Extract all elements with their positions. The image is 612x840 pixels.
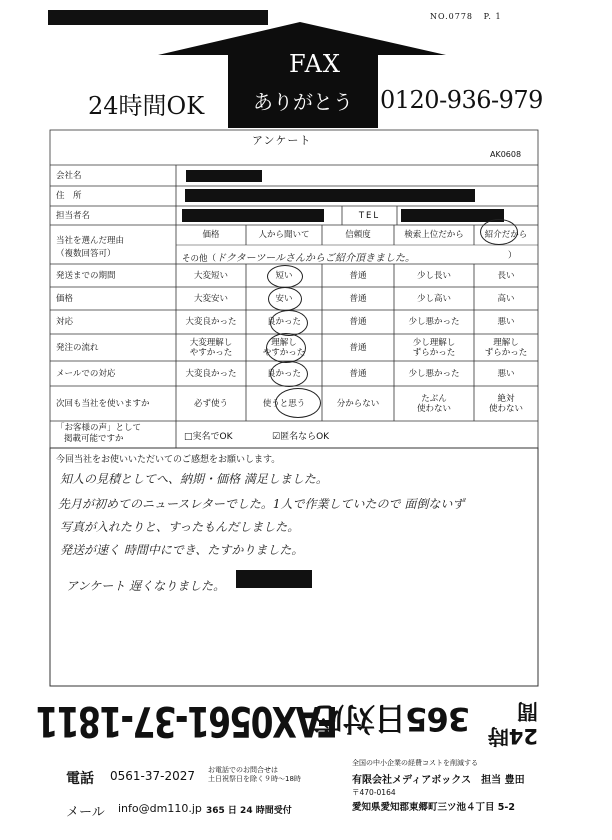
company-label: 会社名 <box>56 170 82 181</box>
reason-label-block <box>56 235 124 261</box>
arigatou-label: ありがとう <box>253 90 353 114</box>
rating-cell: 必ず使う <box>193 398 228 409</box>
reason-circle-mark <box>480 219 518 245</box>
reason-option-price: 価格 <box>202 230 220 240</box>
rating-cell: 理解し ずらかった <box>484 337 528 358</box>
voice-label-block <box>56 423 141 445</box>
comment-line: 知人の見積としてへ、納期・価格 満足しました。 <box>60 472 328 486</box>
reason-option-search: 検索上位だから <box>404 230 464 240</box>
selected-circle-mark <box>270 310 308 336</box>
voice-label-line-1: 「お客様の声」として <box>56 423 142 433</box>
rating-cell: 良かった <box>266 317 301 327</box>
phone-number: 0561-37-2027 <box>110 769 196 783</box>
rating-cell: たぶん 使わない <box>416 393 451 414</box>
rating-cell: 安い <box>275 293 293 304</box>
rating-cell: 普通 <box>349 293 367 304</box>
reason-other-suffix: ） <box>508 251 517 261</box>
rating-cell: 長い <box>497 270 515 281</box>
rating-cell: 普通 <box>349 368 367 379</box>
rating-cell: 普通 <box>349 342 367 353</box>
phone-note-line-1: お電話でのお問合せは <box>208 766 278 774</box>
mail-label: メール <box>66 805 105 820</box>
company-name: 有限会社メディアボックス 担当 豊田 <box>352 775 525 786</box>
rating-cell: 大変理解し やすかった <box>189 337 233 358</box>
reason-sub: （複数回答可） <box>56 249 116 259</box>
selected-circle-mark <box>267 265 303 288</box>
comment-line: 発送が速く 時間中にでき、たすかりました。 <box>60 543 304 557</box>
selected-circle-mark <box>275 388 321 418</box>
redacted-address <box>185 189 475 202</box>
rating-cell: 良かった <box>266 368 301 379</box>
rating-cell: 少し悪かった <box>408 368 460 379</box>
row-label-next-use: 次回も当社を使いますか <box>56 398 150 409</box>
rating-cell: 普通 <box>349 317 367 327</box>
selected-circle-mark <box>268 287 302 311</box>
rating-cell: 大変良かった <box>185 317 237 327</box>
phone-label: 電話 <box>66 771 94 787</box>
reason-option-introduction: 紹介だから <box>484 230 528 240</box>
row-label-price: 価格 <box>56 293 74 304</box>
reason-option-referral-hearsay: 人から聞いて <box>258 230 310 240</box>
rating-cell: 高い <box>497 293 515 304</box>
hours-ok: 24時間OK <box>88 92 205 120</box>
voice-option-anonymous: ☑匿名ならOK <box>272 432 330 442</box>
rating-cell: 少し悪かった <box>408 317 460 327</box>
rating-cell: 悪い <box>497 368 515 379</box>
rating-cell: 大変短い <box>193 270 228 281</box>
comment-line: アンケート 遅くなりました。 <box>66 579 226 593</box>
voice-label-line-2: 掲載可能ですか <box>64 434 124 444</box>
selected-circle-mark <box>270 361 308 387</box>
redacted-contact <box>182 209 324 222</box>
rating-cell: 少し長い <box>416 270 451 281</box>
rating-cell: 理解し やすかった <box>262 337 306 358</box>
rating-cell: 使うと思う <box>262 398 306 409</box>
company-address: 愛知県愛知郡東郷町三ツ池４丁目 5-2 <box>352 802 515 813</box>
big-24-hours: 24時間 <box>487 699 538 748</box>
reason-other-handwritten: ドクターツールさんからご紹介頂きました。 <box>216 253 416 264</box>
tagline: 全国の中小企業の経費コストを削減する <box>352 759 478 767</box>
mail-address[interactable]: info@dm110.jp <box>118 802 202 815</box>
phone-note <box>208 766 301 784</box>
reason-other-row <box>182 249 415 264</box>
rating-cell: 絶対 使わない <box>488 393 523 414</box>
row-label-email-support: メールでの対応 <box>56 368 116 379</box>
rating-cell: 普通 <box>349 270 367 281</box>
rating-cell: 悪い <box>497 317 515 327</box>
survey-code: AK0608 <box>490 150 522 159</box>
rating-cell: 大変良かった <box>185 368 237 379</box>
row-label-support: 対応 <box>56 317 74 327</box>
doc-no: NO.0778 <box>430 12 473 21</box>
rating-cell: 短い <box>275 270 293 281</box>
tel-label: TEL <box>358 210 381 221</box>
contact-label: 担当者名 <box>56 210 91 221</box>
rating-cell: 少し高い <box>416 293 451 304</box>
reason-other-prefix: その他（ <box>182 254 217 264</box>
voice-option-real-name: □実名でOK <box>184 432 233 442</box>
mail-note: 365 日 24 時間受付 <box>206 806 292 816</box>
comment-prompt: 今回当社をお使いいただいてのご感想をお願いします。 <box>56 455 281 465</box>
redacted-company <box>186 170 262 182</box>
postal-code: 〒470-0164 <box>352 788 396 797</box>
reason-option-trust: 信頼度 <box>345 230 371 240</box>
big-365-days: 365日対応 <box>313 700 470 738</box>
redacted-signature <box>236 570 312 588</box>
reason-label: 当社を選んだ理由 <box>56 236 125 246</box>
row-label-shipping: 発送までの期間 <box>56 270 116 281</box>
comment-line: 写真が入れたりと、すったもんだしました。 <box>60 520 300 534</box>
phone-note-line-2: 土日祝祭日を除く９時〜18時 <box>208 775 301 783</box>
selected-circle-mark <box>266 333 306 363</box>
mirrored-fax-banner <box>37 688 538 748</box>
rating-cell: 大変安い <box>193 293 228 304</box>
comment-line: 先月が初めてのニュースレターでした。1人で作業していたので 面倒ないず <box>58 497 465 511</box>
fax-label: FAX <box>289 50 341 78</box>
big-fax-number: FAX0561-37-1811 <box>37 697 338 746</box>
toll-free-number: 0120-936-979 <box>380 86 543 114</box>
row-label-order-flow: 発注の流れ <box>56 342 99 353</box>
rating-cell: 少し理解し ずらかった <box>412 337 456 358</box>
rating-cell: 分からない <box>336 398 380 409</box>
survey-title: アンケート <box>252 134 312 147</box>
page-no: P. 1 <box>483 12 502 21</box>
address-label: 住 所 <box>56 191 82 201</box>
